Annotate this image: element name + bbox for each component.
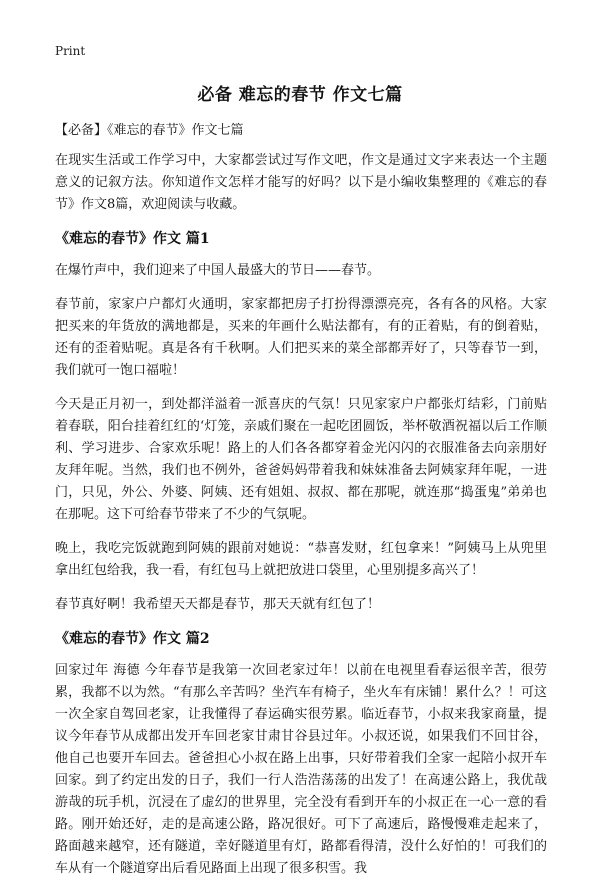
section-heading: 《难忘的春节》作文 篇2	[55, 631, 210, 647]
document-subtitle: 【必备】《难忘的春节》作文七篇	[55, 123, 244, 138]
paragraph: 今天是正月初一，到处都洋溢着一派喜庆的气氛！只见家家户户都张灯结彩，门前贴着春联，阳台挂着红红的‘灯笼，亲戚们聚在一起吃团圆饭，举杯敬酒祝福以后工作顺利、学习进步、合家欢乐呢！路上的人们各各都穿着金光闪闪的衣服准备去向亲朋好友拜年呢。当然，我们也不例外，爸爸妈妈带着我和妹妹准备去阿姨家拜年呢，一进门，只见，外公、外婆、阿姨、还有姐姐、叔叔、都在那呢，就连那“捣蛋鬼”弟弟也在那呢。这下可给春节带来了不少的气氛呢。	[55, 397, 547, 522]
section-heading: 《难忘的春节》作文 篇1	[55, 231, 210, 247]
paragraph: 在爆竹声中，我们迎来了中国人最盛大的节日——春节。	[55, 263, 381, 278]
paragraph: 晚上，我吃完饭就跑到阿姨的跟前对她说：“恭喜发财，红包拿来！”阿姨马上从兜里拿出红包给我，我一看，有红包马上就把放进口袋里，心里别提多高兴了！	[55, 541, 547, 578]
article-body	[55, 150, 547, 892]
document-title: 必备 难忘的春节 作文七篇	[197, 85, 403, 105]
paragraph: 回家过年 海德 今年春节是我第一次回老家过年！以前在电视里看春运很辛苦，很劳累，我都不以为然。“有那么辛苦吗？坐汽车有椅子，坐火车有床铺！累什么？！可这一次全家自驾回老家，让我懂得了春运确实很劳累。临近春节，小叔来我家商量，提议今年春节从成都出发开车回老家甘肃甘谷县过年。小叔还说，如果我们不回甘谷，他自己也要开车回去。爸爸担心小叔在路上出事，只好带着我们全家一起陪小叔开车回家。到了约定出发的日子，我们一行人浩浩荡荡的出发了！在高速公路上，我优哉游哉的玩手机，沉浸在了虚幻的世界里，完全没有看到开车的小叔正在一心一意的看路。刚开始还好，走的是高速公路，路况很好。可下了高速后，路慢慢难走起来了，路面越来越窄，还有隧道，幸好隧道里有灯，路都看得清，没什么好怕的！可我们的车从有一个隧道穿出后看见路面上出现了很多积雪。我	[55, 663, 547, 876]
paragraph: 春节真好啊！我希望天天都是春节，那天天就有红包了！	[55, 597, 381, 612]
print-link[interactable]: Print	[55, 44, 86, 58]
paragraph: 春节前，家家户户都灯火通明，家家都把房子打扮得漂漂亮亮，各有各的风格。大家把买来的年货放的满地都是，买来的年画什么贴法都有，有的正着贴，有的倒着贴，还有的歪着贴呢。真是各有千秋啊。人们把买来的菜全部都弄好了，只等春节一到，我们就可一饱口福啦！	[55, 297, 547, 378]
intro-paragraph: 在现实生活或工作学习中，大家都尝试过写作文吧，作文是通过文字来表达一个主题意义的记叙方法。你知道作文怎样才能写的好吗？以下是小编收集整理的《难忘的春节》作文8篇，欢迎阅读与收藏。	[55, 153, 547, 212]
